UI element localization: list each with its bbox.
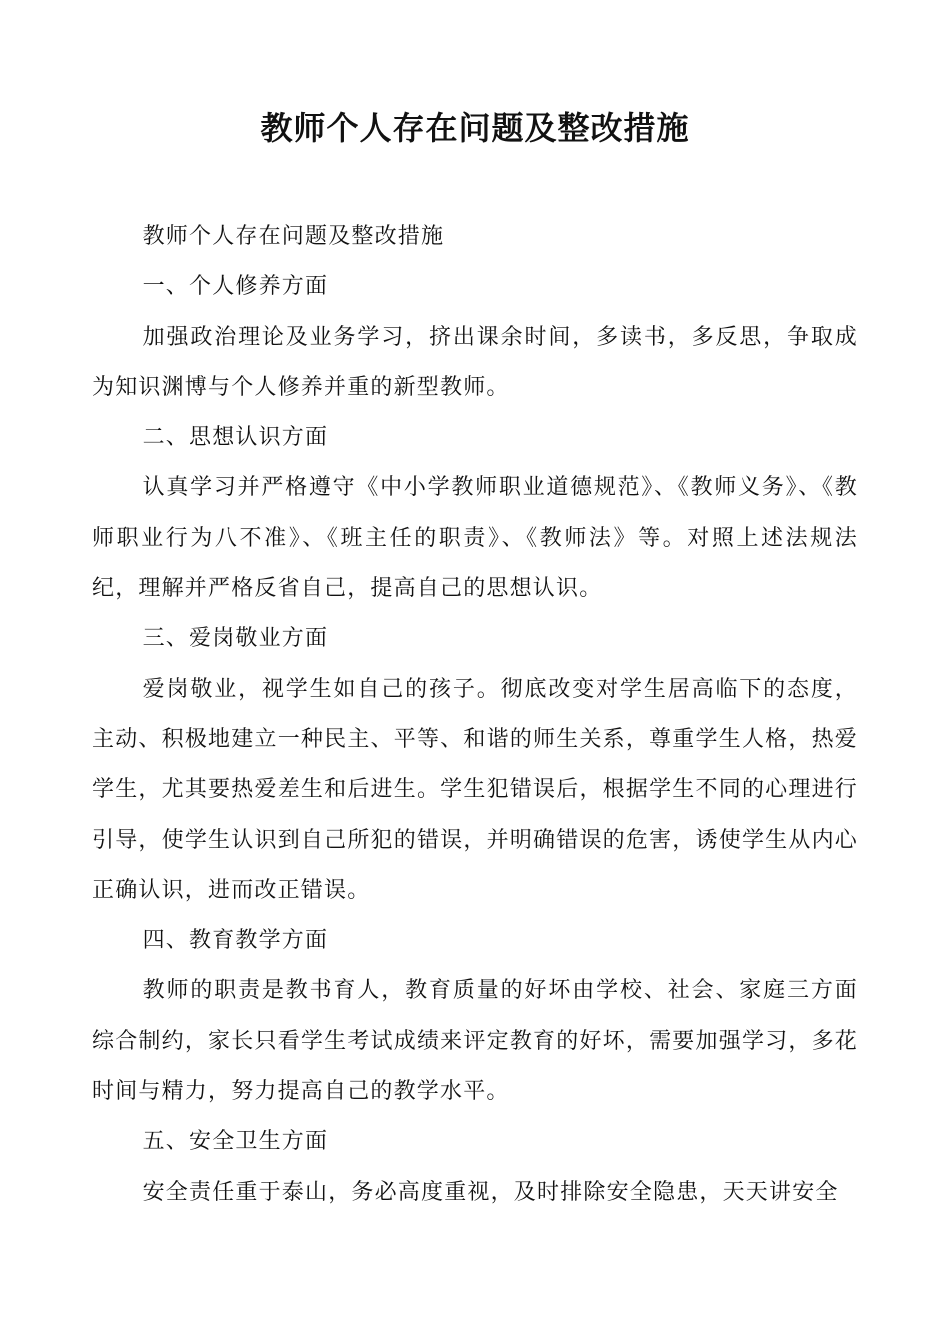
document-title: 教师个人存在问题及整改措施 [260, 109, 690, 147]
section-heading-job-dedication: 三、爱岗敬业方面 [142, 626, 329, 652]
paragraph-job-dedication: 爱岗敬业，视学生如自己的孩子。彻底改变对学生居高临下的态度，主动、积极地建立一种民主、平等、和谐的师生关系，尊重学生人格，热爱学生，尤其要热爱差生和后进生。学生犯错误后，根据学生不同的心理进行引导，使学生认识到自己所犯的错误，并明确错误的危害，诱使学生从内心正确认识，进而改正错误。 [92, 676, 858, 903]
section-heading-education-teaching: 四、教育教学方面 [142, 928, 329, 954]
section-heading-personal-cultivation: 一、个人修养方面 [142, 274, 329, 300]
paragraph-safety-hygiene: 安全责任重于泰山，务必高度重视，及时排除安全隐患，天天讲安全 [142, 1179, 839, 1205]
section-heading-ideological-awareness: 二、思想认识方面 [142, 425, 329, 451]
paragraph-ideological-awareness: 认真学习并严格遵守《中小学教师职业道德规范》、《教师义务》、《教师职业行为八不准》、《班主任的职责》、《教师法》等。对照上述法规法纪，理解并严格反省自己，提高自己的思想认识。 [92, 475, 858, 602]
paragraph-personal-cultivation: 加强政治理论及业务学习，挤出课余时间，多读书，多反思，争取成为知识渊博与个人修养并重的新型教师。 [92, 324, 858, 400]
paragraph-repeat-title: 教师个人存在问题及整改措施 [142, 224, 445, 249]
document-body [92, 212, 858, 1218]
paragraph-education-teaching: 教师的职责是教书育人，教育质量的好坏由学校、社会、家庭三方面综合制约，家长只看学生考试成绩来评定教育的好坏，需要加强学习，多花时间与精力，努力提高自己的教学水平。 [92, 978, 858, 1105]
section-heading-safety-hygiene: 五、安全卫生方面 [142, 1129, 329, 1155]
